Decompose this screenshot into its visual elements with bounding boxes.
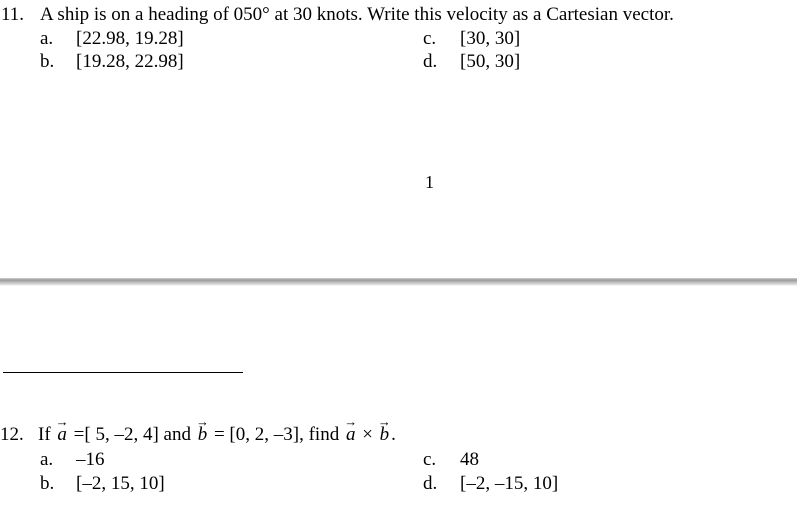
q12-option-a-value: –16 xyxy=(76,449,105,470)
question-12-text xyxy=(38,414,396,446)
page-break-divider xyxy=(0,278,797,286)
q11-option-c-letter: c. xyxy=(423,28,437,49)
page-number: 1 xyxy=(425,172,434,192)
vector-b-letter: b xyxy=(197,424,208,445)
q12-part1: =[ 5, –2, 4] and xyxy=(73,424,191,445)
vector-arrow-icon: → xyxy=(344,414,358,429)
question-11-text: A ship is on a heading of 050° at 30 knots. Write this velocity as a Cartesian vector. xyxy=(40,4,674,25)
q12-option-d-value: [–2, –15, 10] xyxy=(460,473,559,494)
q12-option-d-letter: d. xyxy=(423,473,438,494)
vector-a-letter: a xyxy=(345,424,356,445)
q11-option-b-letter: b. xyxy=(40,51,55,72)
q11-option-a-value: [22.98, 19.28] xyxy=(76,28,184,49)
q12-part2: = [0, 2, –3], find xyxy=(213,424,340,445)
q12-option-c-letter: c. xyxy=(423,449,437,470)
q11-option-b-value: [19.28, 22.98] xyxy=(76,51,184,72)
vector-b-letter: b xyxy=(379,424,390,445)
q11-option-c-value: [30, 30] xyxy=(460,28,521,49)
vector-a xyxy=(55,414,69,446)
answer-line xyxy=(3,372,243,373)
cross-product-symbol: × xyxy=(362,424,373,445)
vector-arrow-icon: → xyxy=(195,414,209,429)
q12-if: If xyxy=(38,424,51,445)
q12-option-c-value: 48 xyxy=(460,449,479,470)
q11-option-d-letter: d. xyxy=(423,51,438,72)
vector-b xyxy=(195,414,210,446)
q12-option-b-letter: b. xyxy=(40,473,55,494)
q11-option-a-letter: a. xyxy=(40,28,54,49)
question-12-number: 12. xyxy=(0,424,24,445)
q11-option-d-value: [50, 30] xyxy=(460,51,521,72)
vector-a-letter: a xyxy=(57,424,67,445)
vector-arrow-icon: → xyxy=(55,414,69,429)
vector-a xyxy=(344,414,358,446)
q12-option-b-value: [–2, 15, 10] xyxy=(76,473,165,494)
vector-b xyxy=(377,414,392,446)
question-11-number: 11. xyxy=(1,4,25,25)
vector-arrow-icon: → xyxy=(377,414,391,429)
q12-option-a-letter: a. xyxy=(40,449,54,470)
q12-period: . xyxy=(391,424,396,445)
